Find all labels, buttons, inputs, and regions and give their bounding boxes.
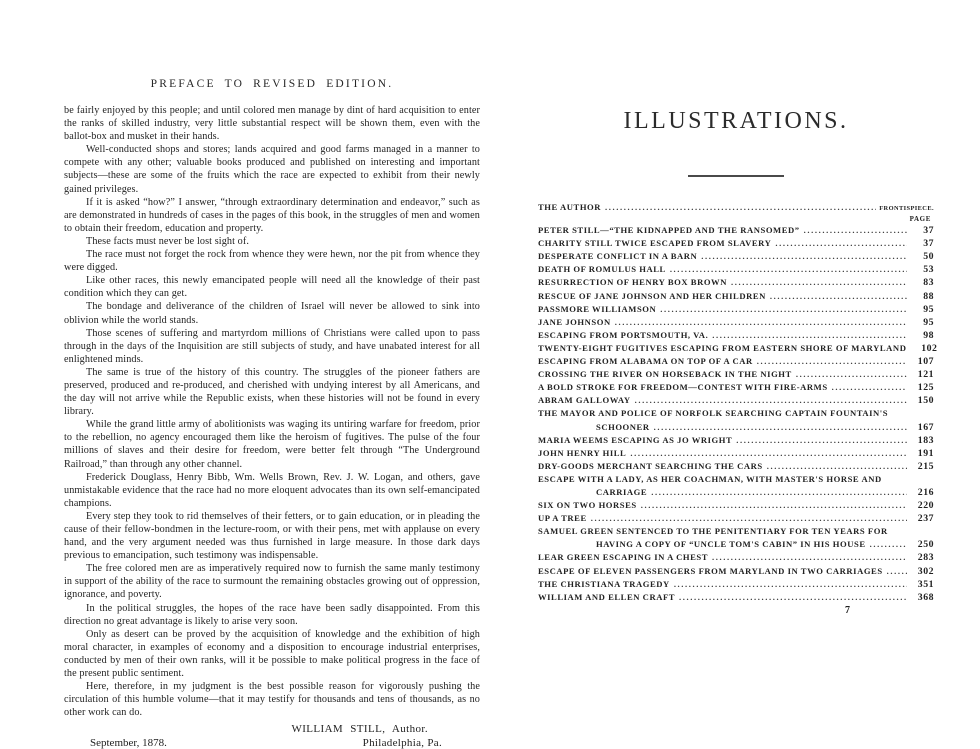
toc-entry (538, 421, 934, 434)
toc-entry-title: CHARITY STILL TWICE ESCAPED FROM SLAVERY (538, 238, 772, 249)
illustrations-list (538, 201, 938, 604)
toc-entry-title: ABRAM GALLOWAY (538, 395, 631, 406)
dot-leader (887, 565, 907, 578)
preface-paragraph: Those scenes of suffering and martyrdom millions of Christians were called upon to pass through in the days of the Inquisition are still subjects of study, and have unabated interest for all enlightened minds. (64, 327, 480, 365)
dot-leader (870, 538, 907, 551)
toc-entry-title: JANE JOHNSON (538, 316, 611, 327)
signature-place: Philadelphia, Pa. (362, 737, 442, 749)
heading-rule (688, 175, 784, 177)
dot-leader (736, 434, 907, 447)
preface-paragraph: Like other races, this newly emancipated people will need all the knowledge of their past condition which they can get. (64, 275, 480, 300)
toc-entry-title: DEATH OF ROMULUS HALL (538, 264, 666, 275)
toc-entry-page: 121 (917, 369, 934, 381)
preface-paragraph: Only as desert can be proved by the acquisition of knowledge and the exhibition of high moral character, in examples of economy and a disposition to encourage industrial enterprises, conducted by men of their own ranks, will it be possible to make political progress in the face of the present public sentiment. (64, 628, 480, 680)
toc-entry-title: JOHN HENRY HILL (538, 447, 627, 458)
dot-leader (641, 499, 907, 512)
toc-entry (538, 368, 934, 381)
toc-entry (538, 407, 934, 420)
preface-paragraph: These facts must never be lost sight of. (86, 235, 250, 247)
toc-entry-page: 53 (923, 264, 934, 276)
dot-leader (832, 381, 907, 394)
preface-page (64, 78, 480, 749)
toc-entry-page: 237 (917, 513, 934, 525)
toc-entry (538, 473, 934, 486)
signature-date: September, 1878. (90, 737, 167, 749)
toc-entry-title: MARIA WEEMS ESCAPING AS JO WRIGHT (538, 434, 733, 445)
preface-paragraph: Every step they took to rid themselves of their fetters, or to gain education, or in pleading the cause of their fellow-bondmen in the lecture-room, or with their pens, met with applause on every hand, and the very argument needed was thus furnished in large measure. In those dark days previous to emancipation, such testimony was indispensable. (64, 510, 480, 562)
toc-entry-title: THE CHRISTIANA TRAGEDY (538, 578, 670, 589)
dot-leader (712, 551, 907, 564)
page-column-label: PAGE (909, 215, 931, 224)
toc-entry-page: 50 (923, 251, 934, 263)
toc-entry-title: SIX ON TWO HORSES (538, 500, 637, 511)
toc-entry (538, 355, 934, 368)
toc-entry-title: A BOLD STROKE FOR FREEDOM—CONTEST WITH FIRE-ARMS (538, 382, 828, 393)
toc-entry-page: 220 (917, 500, 934, 512)
preface-paragraph: The race must not forget the rock from whence they were hewn, nor the pit from whence they were digged. (64, 249, 480, 274)
toc-entry-title: SCHOONER (596, 421, 650, 432)
dot-leader (591, 512, 907, 525)
dot-leader (770, 290, 907, 303)
toc-entry-page: 95 (923, 316, 934, 328)
dot-leader (796, 368, 907, 381)
illustrations-heading: ILLUSTRATIONS. (623, 108, 849, 134)
toc-entry (538, 525, 934, 538)
toc-entry (538, 224, 934, 237)
dot-leader (605, 201, 876, 214)
toc-entry-page: 191 (917, 447, 934, 459)
toc-entry-title: TWENTY-EIGHT FUGITIVES ESCAPING FROM EASTERN SHORE OF MARYLAND (538, 342, 907, 353)
toc-entry-page: 102 (921, 342, 938, 354)
toc-entry-title: RESURRECTION OF HENRY BOX BROWN (538, 277, 727, 288)
toc-entry-author (538, 201, 934, 215)
toc-entry-page: FRONTISPIECE. (879, 205, 934, 212)
toc-entry-page: 216 (917, 486, 934, 498)
toc-entry-title: WILLIAM AND ELLEN CRAFT (538, 591, 676, 602)
toc-entry-page: 107 (917, 356, 934, 368)
preface-body (64, 104, 480, 719)
dot-leader (651, 486, 907, 499)
dot-leader (767, 460, 907, 473)
preface-paragraph: Well-conducted shops and stores; lands acquired and good farms managed in a manner to compete with any other; valuable books produced and published on interesting and important subjects—these are some of the fruits which the race are expected to exhibit from their newly gained privileges. (64, 144, 480, 195)
preface-paragraph: In the political struggles, the hopes of the race have been sadly disappointed. From this direction no great advantage is likely to arise very soon. (64, 602, 480, 627)
toc-entry-page: 302 (917, 565, 934, 577)
preface-paragraph: Frederick Douglass, Henry Bibb, Wm. Wells Brown, Rev. J. W. Logan, and others, gave unmistakable evidence that the race had no more eloquent advocates than its own self-emancipated champions. (64, 471, 480, 509)
toc-entry-title: DRY-GOODS MERCHANT SEARCHING THE CARS (538, 460, 763, 471)
toc-entry-page: 167 (917, 421, 934, 433)
toc-entry (538, 578, 934, 591)
dot-leader (757, 355, 907, 368)
toc-entry (538, 303, 934, 316)
toc-entry-title: ESCAPE OF ELEVEN PASSENGERS FROM MARYLAND IN TWO CARRIAGES (538, 565, 883, 576)
toc-entry (538, 342, 938, 355)
toc-entry (538, 329, 934, 342)
toc-entry (538, 447, 934, 460)
toc-entry-page: 37 (923, 238, 934, 250)
toc-entry-page: 183 (917, 434, 934, 446)
toc-entry-title: CROSSING THE RIVER ON HORSEBACK IN THE NIGHT (538, 369, 792, 380)
toc-entry-title: THE AUTHOR (538, 202, 602, 212)
dot-leader (674, 578, 907, 591)
dot-leader (670, 263, 907, 276)
toc-entry (538, 237, 934, 250)
preface-paragraph: The same is true of the history of this country. The struggles of the pioneer fathers are preserved, produced and re-produced, and cherished with undying interest by all Americans, and the day will not arrive while the Republic exists, when these histories will not be found in every library. (64, 366, 480, 418)
toc-entry-title: LEAR GREEN ESCAPING IN A CHEST (538, 552, 709, 563)
dot-leader (804, 224, 907, 237)
toc-entry (538, 591, 934, 604)
toc-entry (538, 276, 934, 289)
preface-paragraph: Here, therefore, in my judgment is the best possible reason for vigorously pushing the circulation of this humble volume—that it may testify for thousands and tens of thousands, as no other work can do. (64, 681, 480, 719)
toc-entry-title: THE MAYOR AND POLICE OF NORFOLK SEARCHING CAPTAIN FOUNTAIN'S (538, 408, 889, 419)
toc-entry-title: CARRIAGE (596, 486, 648, 497)
toc-entry-page: 150 (917, 395, 934, 407)
toc-entry-title: SAMUEL GREEN SENTENCED TO THE PENITENTIARY FOR TEN YEARS FOR (538, 526, 888, 537)
toc-entry (538, 381, 934, 394)
dot-leader (635, 394, 907, 407)
dot-leader (679, 591, 907, 604)
toc-entry-page: 37 (923, 225, 934, 237)
toc-entry-title: RESCUE OF JANE JOHNSON AND HER CHILDREN (538, 290, 766, 301)
toc-entry-title: UP A TREE (538, 513, 587, 524)
toc-entry-page: 83 (923, 277, 934, 289)
toc-entry-title: ESCAPE WITH A LADY, AS HER COACHMAN, WITH MASTER'S HORSE AND (538, 473, 882, 484)
toc-entry (538, 316, 934, 329)
toc-entry-page: 95 (923, 303, 934, 315)
toc-entry (538, 290, 934, 303)
preface-paragraph: While the grand little army of abolitionists was waging its untiring warfare for freedom, prior to the rebellion, no agency encouraged them like the heroism of fugitives. The pulse of the four millions of slaves and their desire for freedom, were better felt through “The Underground Railroad,” than through any other channel. (64, 419, 480, 470)
dot-leader (731, 276, 907, 289)
signature-name: WILLIAM STILL, Author. (291, 723, 428, 736)
preface-paragraph: be fairly enjoyed by this people; and until colored men manage by dint of hard acquisition to enter the ranks of skilled industry, very little substantial respect will be shown them, even with the ballot-box and musket in their hands. (64, 105, 480, 143)
toc-entry-title: ESCAPING FROM ALABAMA ON TOP OF A CAR (538, 356, 753, 367)
illustrations-page (538, 108, 938, 616)
toc-entry-page: 125 (917, 382, 934, 394)
toc-entry-title: PETER STILL—“THE KIDNAPPED AND THE RANSOMED” (538, 225, 800, 236)
toc-entry (538, 565, 934, 578)
toc-entry (538, 499, 934, 512)
page-number: 7 (845, 604, 850, 616)
preface-paragraph: The bondage and deliverance of the children of Israel will never be allowed to sink into oblivion while the world stands. (64, 301, 480, 326)
dot-leader (775, 237, 907, 250)
toc-entry-title: PASSMORE WILLIAMSON (538, 303, 657, 314)
toc-entry-title: ESCAPING FROM PORTSMOUTH, VA. (538, 329, 709, 340)
toc-entry (538, 250, 934, 263)
toc-entry-page: 88 (923, 290, 934, 302)
dot-leader (654, 421, 907, 434)
dot-leader (660, 303, 907, 316)
preface-heading: PREFACE TO REVISED EDITION. (150, 78, 394, 90)
dot-leader (712, 329, 907, 342)
signature-row (64, 737, 480, 749)
toc-entry (538, 512, 934, 525)
toc-entry (538, 486, 934, 499)
dot-leader (701, 250, 907, 263)
toc-entry (538, 394, 934, 407)
toc-entry-title: DESPERATE CONFLICT IN A BARN (538, 251, 698, 262)
toc-entry-page: 250 (917, 539, 934, 551)
toc-entry-page: 351 (917, 578, 934, 590)
toc-entry (538, 551, 934, 564)
toc-entry-page: 368 (917, 591, 934, 603)
toc-entry-title: HAVING A COPY OF “UNCLE TOM'S CABIN” IN HIS HOUSE (596, 539, 866, 550)
dot-leader (630, 447, 907, 460)
toc-entry-page: 98 (923, 329, 934, 341)
toc-entry (538, 460, 934, 473)
toc-entry (538, 434, 934, 447)
toc-entry (538, 538, 934, 551)
toc-entry (538, 263, 934, 276)
toc-entry-page: 283 (917, 552, 934, 564)
dot-leader (615, 316, 907, 329)
preface-paragraph: If it is asked “how?” I answer, “through extraordinary determination and endeavor,” such as are demonstrated in hundreds of cases in the pages of this book, in the struggles of men and women to obtain their freedom, education and property. (64, 196, 480, 234)
preface-paragraph: The free colored men are as imperatively required now to furnish the same manly testimony in support of the ability of the race to surmount the remaining obstacles growing out of oppression, ignorance, and poverty. (64, 563, 480, 601)
toc-entry-page: 215 (917, 460, 934, 472)
